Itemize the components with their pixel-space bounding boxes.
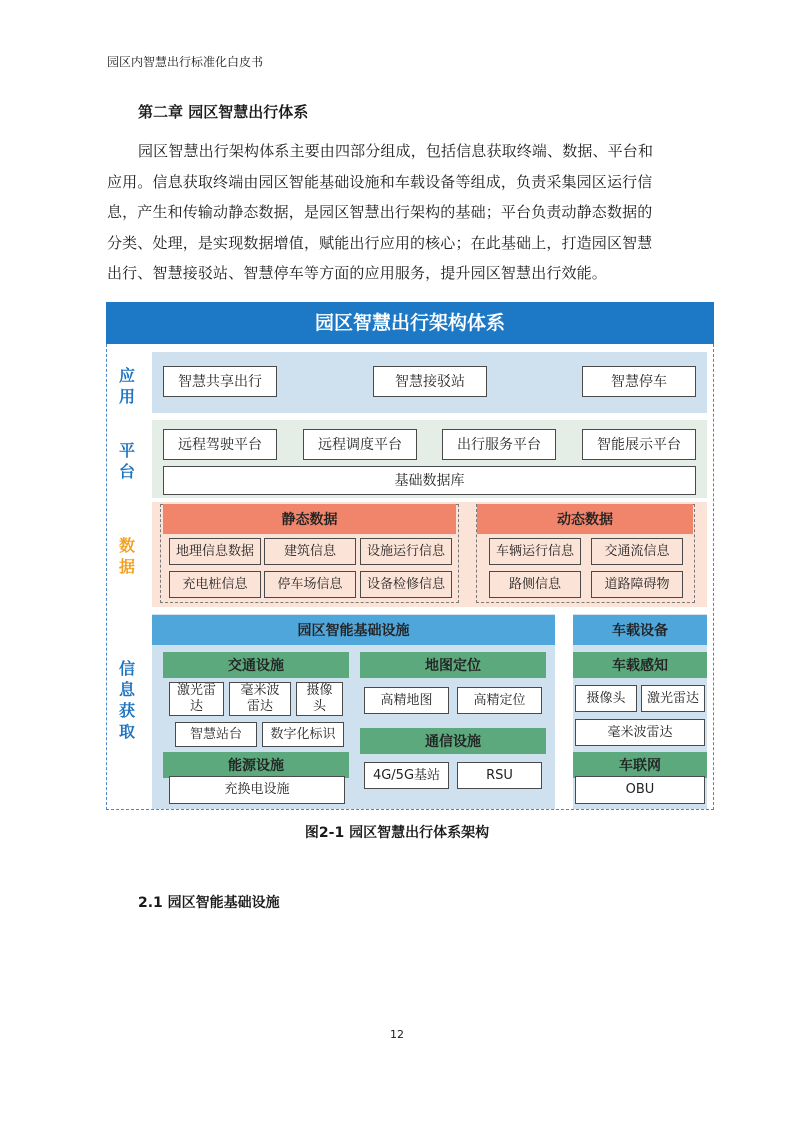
sensing-item: 毫米波雷达	[575, 719, 705, 746]
sensing-item: 激光雷达	[641, 685, 705, 712]
sensing-header: 车载感知	[573, 652, 707, 678]
paragraph-line: 分类、处理，是实现数据增值，赋能出行应用的核心；在此基础上，打造园区智慧	[107, 233, 653, 252]
layer-label-platform	[117, 440, 137, 482]
layer-label-application	[117, 365, 137, 407]
label-char: 获	[118, 701, 135, 720]
data-item: 道路障碍物	[591, 571, 683, 598]
comm-item: RSU	[457, 762, 542, 789]
layer-label-data	[117, 535, 137, 577]
platform-box: 远程驾驶平台	[163, 429, 277, 460]
database-box: 基础数据库	[163, 466, 696, 495]
section-title: 2.1 园区智能基础设施	[138, 895, 280, 911]
comm-header: 通信设施	[360, 728, 546, 754]
platform-box: 智能展示平台	[582, 429, 696, 460]
v2x-item: OBU	[575, 776, 705, 804]
label-char: 信	[118, 659, 135, 678]
paragraph-line: 出行、智慧接驳站、智慧停车等方面的应用服务，提升园区智慧出行效能。	[107, 264, 607, 282]
data-item: 地理信息数据	[169, 538, 261, 565]
energy-header: 能源设施	[163, 752, 349, 778]
label-char: 息	[118, 680, 135, 699]
map-item: 高精地图	[364, 687, 449, 714]
body-paragraph	[107, 136, 688, 289]
traffic-item: 数字化标识	[262, 722, 344, 747]
layer-label-info	[117, 658, 137, 742]
data-item: 路侧信息	[489, 571, 581, 598]
page-number: 12	[390, 1028, 404, 1041]
infra-header: 园区智能基础设施	[152, 615, 555, 645]
label-char: 取	[118, 722, 135, 741]
sensing-item: 摄像头	[575, 685, 637, 712]
traffic-item: 激光雷 达	[169, 682, 224, 716]
dynamic-data-header: 动态数据	[477, 504, 693, 534]
data-item: 设施运行信息	[360, 538, 452, 565]
data-item: 设备检修信息	[360, 571, 452, 598]
paragraph-line: 应用。信息获取终端由园区智能基础设施和车载设备等组成，负责采集园区运行信	[107, 172, 653, 191]
traffic-item: 毫米波 雷达	[229, 682, 291, 716]
data-item: 停车场信息	[264, 571, 356, 598]
label-char: 台	[118, 462, 135, 481]
comm-item: 4G/5G基站	[364, 762, 449, 789]
label-char: 用	[118, 387, 135, 406]
platform-box: 远程调度平台	[303, 429, 417, 460]
traffic-item: 智慧站台	[175, 722, 257, 747]
app-box: 智慧共享出行	[163, 366, 277, 397]
map-header: 地图定位	[360, 652, 546, 678]
traffic-item: 摄像 头	[296, 682, 343, 716]
chapter-title: 第二章 园区智慧出行体系	[138, 103, 309, 121]
paragraph-line: 息，产生和传输动静态数据，是园区智慧出行架构的基础；平台负责动静态数据的	[107, 203, 653, 221]
label-char: 应	[118, 366, 135, 385]
label-char: 平	[118, 441, 135, 460]
diagram-title: 园区智慧出行架构体系	[106, 302, 714, 344]
energy-item: 充换电设施	[169, 776, 345, 804]
architecture-diagram	[106, 302, 714, 808]
running-header: 园区内智慧出行标准化白皮书	[107, 55, 264, 69]
traffic-header: 交通设施	[163, 652, 349, 678]
data-item: 充电桩信息	[169, 571, 261, 598]
app-box: 智慧停车	[582, 366, 696, 397]
vehicle-header: 车载设备	[573, 615, 707, 645]
v2x-header: 车联网	[573, 752, 707, 778]
label-char: 据	[118, 557, 135, 576]
data-item: 交通流信息	[591, 538, 683, 565]
app-box: 智慧接驳站	[373, 366, 487, 397]
paragraph-line: 园区智慧出行架构体系主要由四部分组成，包括信息获取终端、数据、平台和	[138, 142, 654, 160]
platform-box: 出行服务平台	[442, 429, 556, 460]
static-data-header: 静态数据	[163, 504, 456, 534]
label-char: 数	[118, 536, 135, 555]
data-item: 车辆运行信息	[489, 538, 581, 565]
map-item: 高精定位	[457, 687, 542, 714]
figure-caption: 图2-1 园区智慧出行体系架构	[304, 825, 490, 841]
data-item: 建筑信息	[264, 538, 356, 565]
